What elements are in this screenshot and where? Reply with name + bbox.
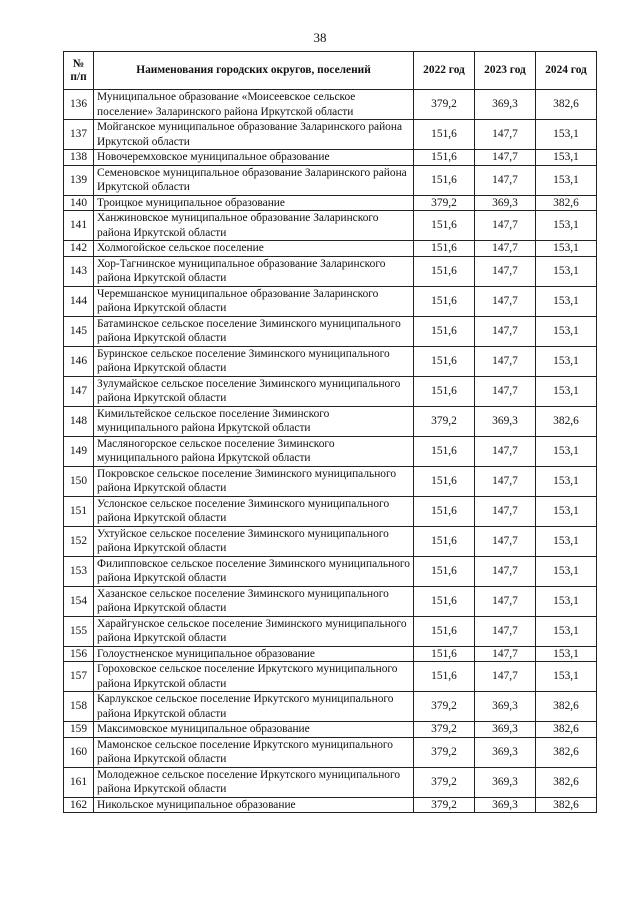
value-2023: 147,7 xyxy=(475,436,536,466)
value-2023: 147,7 xyxy=(475,211,536,241)
header-2024: 2024 год xyxy=(536,52,597,90)
value-2022: 151,6 xyxy=(414,616,475,646)
value-2023: 147,7 xyxy=(475,120,536,150)
value-2024: 153,1 xyxy=(536,646,597,662)
row-name: Троицкое муниципальное образование xyxy=(94,195,414,211)
row-name: Буринское сельское поселение Зиминского муниципального района Иркутской области xyxy=(94,346,414,376)
row-number: 151 xyxy=(64,496,94,526)
value-2022: 151,6 xyxy=(414,286,475,316)
row-name: Харайгунское сельское поселение Зиминского муниципального района Иркутской области xyxy=(94,616,414,646)
value-2023: 147,7 xyxy=(475,556,536,586)
row-name: Семеновское муниципальное образование Заларинского района Иркутской области xyxy=(94,165,414,195)
value-2023: 369,3 xyxy=(475,692,536,722)
value-2023: 147,7 xyxy=(475,526,536,556)
row-number: 155 xyxy=(64,616,94,646)
value-2023: 147,7 xyxy=(475,586,536,616)
table-row xyxy=(64,165,597,195)
value-2022: 379,2 xyxy=(414,692,475,722)
table-row xyxy=(64,90,597,120)
table-row xyxy=(64,211,597,241)
row-name: Покровское сельское поселение Зиминского муниципального района Иркутской области xyxy=(94,466,414,496)
row-number: 140 xyxy=(64,195,94,211)
value-2022: 151,6 xyxy=(414,211,475,241)
value-2023: 369,3 xyxy=(475,737,536,767)
row-name: Максимовское муниципальное образование xyxy=(94,722,414,738)
value-2023: 369,3 xyxy=(475,767,536,797)
table-row xyxy=(64,662,597,692)
row-name: Ханжиновское муниципальное образование Заларинского района Иркутской области xyxy=(94,211,414,241)
table-row xyxy=(64,692,597,722)
value-2023: 369,3 xyxy=(475,797,536,813)
value-2023: 369,3 xyxy=(475,722,536,738)
table-row xyxy=(64,286,597,316)
row-name: Зулумайское сельское поселение Зиминского муниципального района Иркутской области xyxy=(94,376,414,406)
value-2022: 151,6 xyxy=(414,316,475,346)
table-row xyxy=(64,526,597,556)
page-number: 38 xyxy=(313,30,327,45)
value-2024: 153,1 xyxy=(536,526,597,556)
header-2023: 2023 год xyxy=(475,52,536,90)
table-row xyxy=(64,737,597,767)
value-2024: 153,1 xyxy=(536,376,597,406)
table-row xyxy=(64,797,597,813)
value-2022: 151,6 xyxy=(414,526,475,556)
value-2022: 379,2 xyxy=(414,195,475,211)
value-2024: 153,1 xyxy=(536,211,597,241)
value-2022: 379,2 xyxy=(414,767,475,797)
table-row xyxy=(64,120,597,150)
value-2022: 379,2 xyxy=(414,90,475,120)
row-name: Услонское сельское поселение Зиминского муниципального района Иркутской области xyxy=(94,496,414,526)
value-2024: 153,1 xyxy=(536,586,597,616)
row-name: Масляногорское сельское поселение Зиминского муниципального района Иркутской области xyxy=(94,436,414,466)
row-name: Ухтуйское сельское поселение Зиминского муниципального района Иркутской области xyxy=(94,526,414,556)
value-2022: 151,6 xyxy=(414,165,475,195)
value-2023: 147,7 xyxy=(475,616,536,646)
value-2023: 147,7 xyxy=(475,165,536,195)
value-2022: 379,2 xyxy=(414,406,475,436)
table-row xyxy=(64,496,597,526)
row-number: 144 xyxy=(64,286,94,316)
row-number: 149 xyxy=(64,436,94,466)
value-2024: 153,1 xyxy=(536,165,597,195)
value-2022: 151,6 xyxy=(414,556,475,586)
table-row xyxy=(64,436,597,466)
table-row xyxy=(64,466,597,496)
row-number: 158 xyxy=(64,692,94,722)
value-2024: 382,6 xyxy=(536,90,597,120)
row-number: 157 xyxy=(64,662,94,692)
header-name: Наименования городских округов, поселений xyxy=(94,52,414,90)
row-name: Молодежное сельское поселение Иркутского муниципального района Иркутской области xyxy=(94,767,414,797)
value-2022: 151,6 xyxy=(414,586,475,616)
table-row xyxy=(64,241,597,257)
row-name: Кимильтейское сельское поселение Зиминского муниципального района Иркутской области xyxy=(94,406,414,436)
table-row xyxy=(64,586,597,616)
value-2022: 151,6 xyxy=(414,466,475,496)
value-2024: 153,1 xyxy=(536,556,597,586)
row-number: 156 xyxy=(64,646,94,662)
value-2023: 147,7 xyxy=(475,466,536,496)
row-name: Карлукское сельское поселение Иркутского муниципального района Иркутской области xyxy=(94,692,414,722)
header-2022: 2022 год xyxy=(414,52,475,90)
table-row xyxy=(64,150,597,166)
row-number: 145 xyxy=(64,316,94,346)
table-row xyxy=(64,316,597,346)
row-name: Муниципальное образование «Моисеевское сельское поселение» Заларинского района Иркутской области xyxy=(94,90,414,120)
value-2024: 382,6 xyxy=(536,767,597,797)
value-2024: 382,6 xyxy=(536,722,597,738)
row-number: 137 xyxy=(64,120,94,150)
value-2023: 147,7 xyxy=(475,376,536,406)
value-2023: 147,7 xyxy=(475,662,536,692)
value-2024: 153,1 xyxy=(536,346,597,376)
table-row xyxy=(64,556,597,586)
row-number: 142 xyxy=(64,241,94,257)
value-2022: 379,2 xyxy=(414,797,475,813)
budget-table xyxy=(63,51,597,813)
table-row xyxy=(64,616,597,646)
value-2023: 369,3 xyxy=(475,195,536,211)
value-2023: 147,7 xyxy=(475,496,536,526)
row-name: Мойганское муниципальное образование Заларинского района Иркутской области xyxy=(94,120,414,150)
value-2023: 369,3 xyxy=(475,90,536,120)
row-name: Мамонское сельское поселение Иркутского муниципального района Иркутской области xyxy=(94,737,414,767)
value-2022: 151,6 xyxy=(414,120,475,150)
row-number: 141 xyxy=(64,211,94,241)
value-2022: 151,6 xyxy=(414,646,475,662)
value-2023: 369,3 xyxy=(475,406,536,436)
row-number: 143 xyxy=(64,256,94,286)
row-number: 150 xyxy=(64,466,94,496)
row-number: 159 xyxy=(64,722,94,738)
row-name: Хор-Тагнинское муниципальное образование Заларинского района Иркутской области xyxy=(94,256,414,286)
value-2023: 147,7 xyxy=(475,316,536,346)
value-2023: 147,7 xyxy=(475,256,536,286)
row-name: Черемшанское муниципальное образование Заларинского района Иркутской области xyxy=(94,286,414,316)
table-row xyxy=(64,406,597,436)
value-2024: 382,6 xyxy=(536,737,597,767)
value-2024: 382,6 xyxy=(536,195,597,211)
value-2024: 153,1 xyxy=(536,616,597,646)
row-name: Гороховское сельское поселение Иркутского муниципального района Иркутской области xyxy=(94,662,414,692)
header-number xyxy=(64,52,94,90)
row-number: 154 xyxy=(64,586,94,616)
value-2024: 153,1 xyxy=(536,466,597,496)
value-2024: 153,1 xyxy=(536,286,597,316)
value-2022: 151,6 xyxy=(414,376,475,406)
row-number: 152 xyxy=(64,526,94,556)
row-name: Голоустненское муниципальное образование xyxy=(94,646,414,662)
value-2022: 379,2 xyxy=(414,737,475,767)
value-2022: 151,6 xyxy=(414,436,475,466)
value-2022: 379,2 xyxy=(414,722,475,738)
row-name: Филипповское сельское поселение Зиминского муниципального района Иркутской области xyxy=(94,556,414,586)
value-2024: 382,6 xyxy=(536,692,597,722)
value-2024: 153,1 xyxy=(536,150,597,166)
row-number: 153 xyxy=(64,556,94,586)
value-2023: 147,7 xyxy=(475,346,536,376)
value-2024: 382,6 xyxy=(536,406,597,436)
table-row xyxy=(64,646,597,662)
header-number-symbol: № xyxy=(72,57,85,70)
row-number: 147 xyxy=(64,376,94,406)
value-2022: 151,6 xyxy=(414,496,475,526)
value-2024: 153,1 xyxy=(536,496,597,526)
row-number: 161 xyxy=(64,767,94,797)
row-number: 146 xyxy=(64,346,94,376)
table-row xyxy=(64,722,597,738)
value-2023: 147,7 xyxy=(475,241,536,257)
row-number: 138 xyxy=(64,150,94,166)
row-name: Хазанское сельское поселение Зиминского муниципального района Иркутской области xyxy=(94,586,414,616)
value-2024: 153,1 xyxy=(536,316,597,346)
table-row xyxy=(64,346,597,376)
row-number: 148 xyxy=(64,406,94,436)
value-2024: 153,1 xyxy=(536,256,597,286)
value-2022: 151,6 xyxy=(414,150,475,166)
value-2022: 151,6 xyxy=(414,346,475,376)
table-body xyxy=(64,90,597,813)
value-2023: 147,7 xyxy=(475,150,536,166)
value-2023: 147,7 xyxy=(475,286,536,316)
value-2024: 153,1 xyxy=(536,436,597,466)
table-header-row xyxy=(64,52,597,90)
value-2022: 151,6 xyxy=(414,241,475,257)
table-row xyxy=(64,767,597,797)
value-2024: 153,1 xyxy=(536,662,597,692)
table-row xyxy=(64,256,597,286)
row-number: 160 xyxy=(64,737,94,767)
row-number: 136 xyxy=(64,90,94,120)
table-row xyxy=(64,376,597,406)
row-number: 139 xyxy=(64,165,94,195)
value-2022: 151,6 xyxy=(414,662,475,692)
value-2024: 153,1 xyxy=(536,241,597,257)
value-2023: 147,7 xyxy=(475,646,536,662)
header-number-abbr: п/п xyxy=(70,70,87,83)
value-2024: 382,6 xyxy=(536,797,597,813)
row-name: Новочеремховское муниципальное образование xyxy=(94,150,414,166)
row-name: Никольское муниципальное образование xyxy=(94,797,414,813)
row-name: Батаминское сельское поселение Зиминского муниципального района Иркутской области xyxy=(94,316,414,346)
row-number: 162 xyxy=(64,797,94,813)
value-2022: 151,6 xyxy=(414,256,475,286)
table-row xyxy=(64,195,597,211)
row-name: Холмогойское сельское поселение xyxy=(94,241,414,257)
value-2024: 153,1 xyxy=(536,120,597,150)
